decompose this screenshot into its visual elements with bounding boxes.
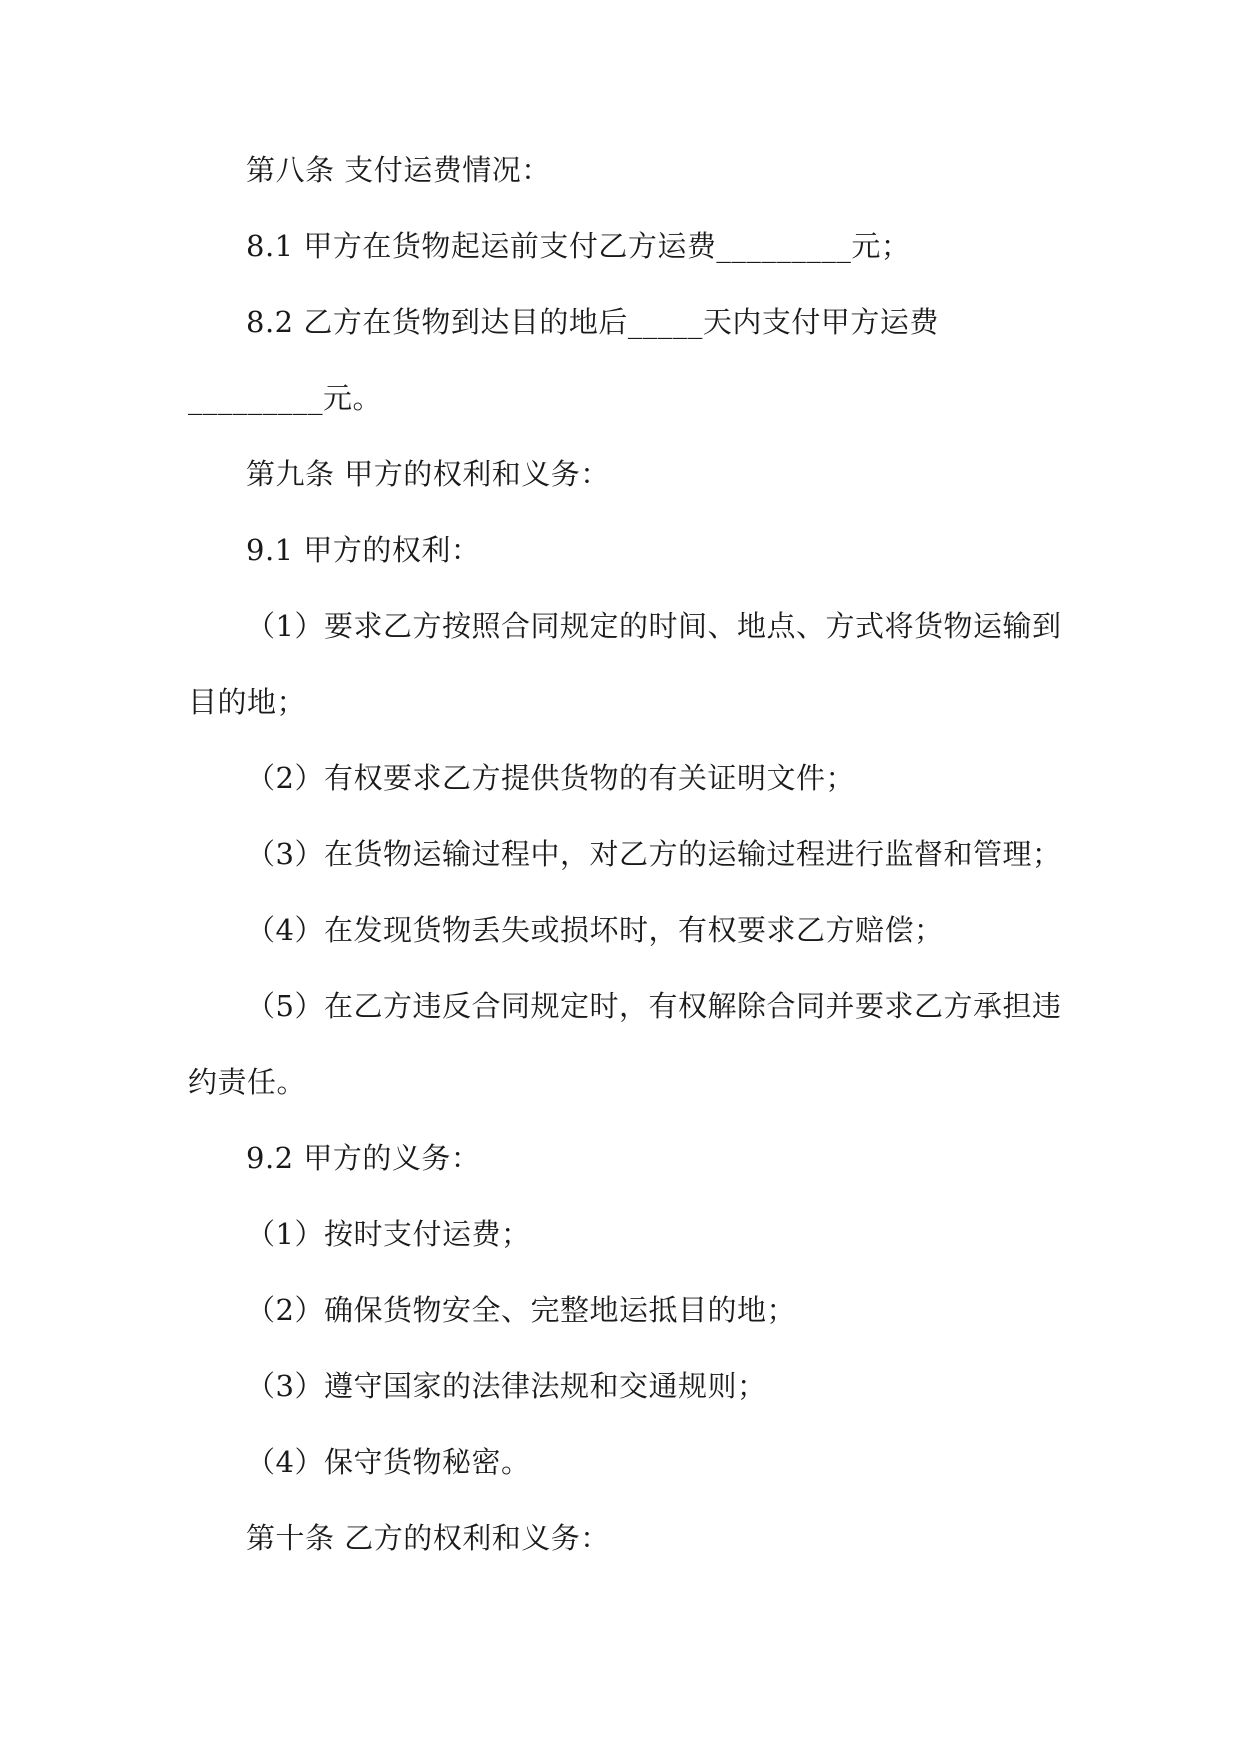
article-9-heading: 第九条 甲方的权利和义务： (246, 457, 610, 491)
clause-8-2: 8.2 乙方在货物到达目的地后_____天内支付甲方运费 (246, 305, 939, 339)
right-item-3: （3）在货物运输过程中，对乙方的运输过程进行监督和管理； (246, 837, 1062, 871)
duty-item-3: （3）遵守国家的法律法规和交通规则； (246, 1369, 767, 1403)
duty-item-2: （2）确保货物安全、完整地运抵目的地； (246, 1293, 796, 1327)
right-item-2: （2）有权要求乙方提供货物的有关证明文件； (246, 761, 855, 795)
clause-8-1: 8.1 甲方在货物起运前支付乙方运费_________元； (246, 229, 911, 263)
right-item-1-continued: 目的地； (188, 685, 307, 719)
article-10-heading: 第十条 乙方的权利和义务： (246, 1521, 610, 1555)
clause-9-2-heading: 9.2 甲方的义务： (246, 1141, 481, 1175)
article-8-heading: 第八条 支付运费情况： (246, 153, 551, 187)
clause-9-1-heading: 9.1 甲方的权利： (246, 533, 481, 567)
right-item-1: （1）要求乙方按照合同规定的时间、地点、方式将货物运输到 (246, 609, 1062, 643)
duty-item-4: （4）保守货物秘密。 (246, 1445, 531, 1479)
duty-item-1: （1）按时支付运费； (246, 1217, 531, 1251)
clause-8-2-continued: _________元。 (188, 381, 383, 415)
right-item-5-continued: 约责任。 (188, 1065, 307, 1099)
right-item-4: （4）在发现货物丢失或损坏时，有权要求乙方赔偿； (246, 913, 944, 947)
right-item-5: （5）在乙方违反合同规定时，有权解除合同并要求乙方承担违 (246, 989, 1062, 1023)
